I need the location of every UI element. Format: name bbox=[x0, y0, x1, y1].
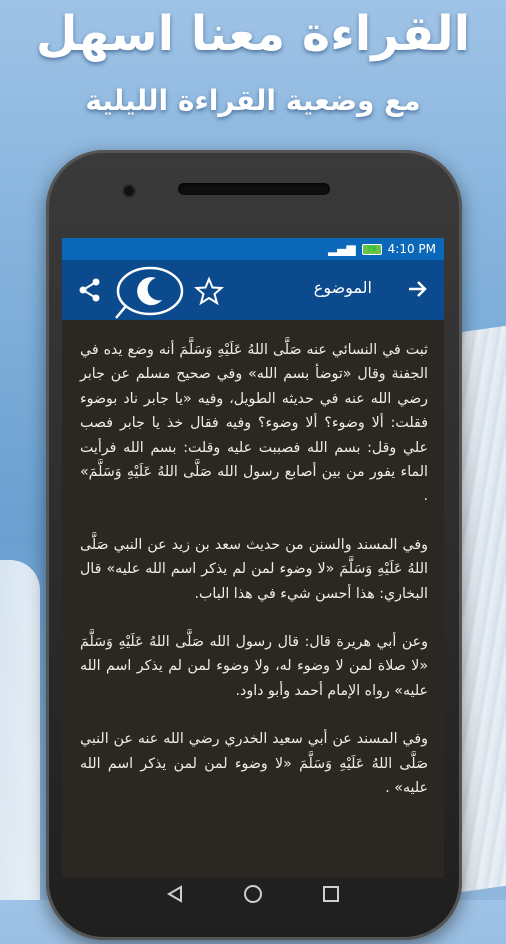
article-content bbox=[62, 320, 444, 801]
android-nav-bar bbox=[62, 878, 444, 944]
status-time: 4:10 PM bbox=[387, 242, 436, 256]
status-bar bbox=[62, 238, 444, 260]
home-circle-icon[interactable] bbox=[241, 882, 265, 906]
back-arrow-icon[interactable] bbox=[406, 278, 428, 306]
front-camera bbox=[124, 186, 134, 196]
article-paragraph: وعن أبي هريرة قال: قال رسول الله صَلَّى اللهُ عَلَيْهِ وَسَلَّمَ «لا صلاة لمن لا وضوء له، ولا وضوء لمن لم يذكر اسم الله عليه» رواه الإمام أحمد وأبو داود. bbox=[80, 634, 428, 699]
promo-headline: القراءة معنا اسهل bbox=[35, 6, 471, 62]
article-paragraph: ثبت في النسائي عنه صَلَّى اللهُ عَلَيْهِ وَسَلَّمَ أنه وضع يده في الجفنة وقال «توضأ بسم الله» وفي صحيح مسلم عن جابر رضي الله عنه في حديثه الطويل، وفيه «يا جابر ناد بوضوء فقلت: ألا وضوء؟ ألا وضوء؟ وفيه فقال خذ يا جابر فصب علي وقل: بسم الله فصببت عليه وقلت: بسم الله فرأيت الماء يفور من بين أصابع رسول الله صَلَّى اللهُ عَلَيْهِ وَسَلَّمَ» . bbox=[80, 342, 428, 505]
share-icon[interactable] bbox=[76, 276, 104, 304]
phone-screen bbox=[62, 238, 444, 878]
app-toolbar bbox=[62, 260, 444, 320]
signal-icon: ▂▄▆ bbox=[327, 242, 356, 256]
favorite-star-icon[interactable] bbox=[194, 276, 224, 306]
promo-subline: مع وضعية القراءة الليلية bbox=[85, 84, 421, 117]
background-book-edge bbox=[0, 560, 40, 900]
toolbar-title: الموضوع bbox=[313, 278, 372, 297]
earpiece-speaker bbox=[178, 183, 330, 195]
phone-frame bbox=[46, 150, 462, 940]
battery-icon: 79 bbox=[362, 244, 382, 255]
back-triangle-icon[interactable] bbox=[163, 882, 187, 906]
recents-square-icon[interactable] bbox=[319, 882, 343, 906]
article-paragraph: وفي المسند عن أبي سعيد الخدري رضي الله عنه عن النبي صَلَّى اللهُ عَلَيْهِ وَسَلَّمَ «لا وضوء لمن لمن يذكر اسم الله عليه» . bbox=[80, 731, 428, 797]
article-paragraph: وفي المسند والسنن من حديث سعد بن زيد عن النبي صَلَّى اللهُ عَلَيْهِ وَسَلَّمَ «لا وضوء لمن لم يذكر اسم الله عليه» قال البخاري: هذا أحسن شيء في هذا الباب. bbox=[80, 536, 428, 602]
night-mode-moon-icon[interactable] bbox=[112, 264, 184, 320]
